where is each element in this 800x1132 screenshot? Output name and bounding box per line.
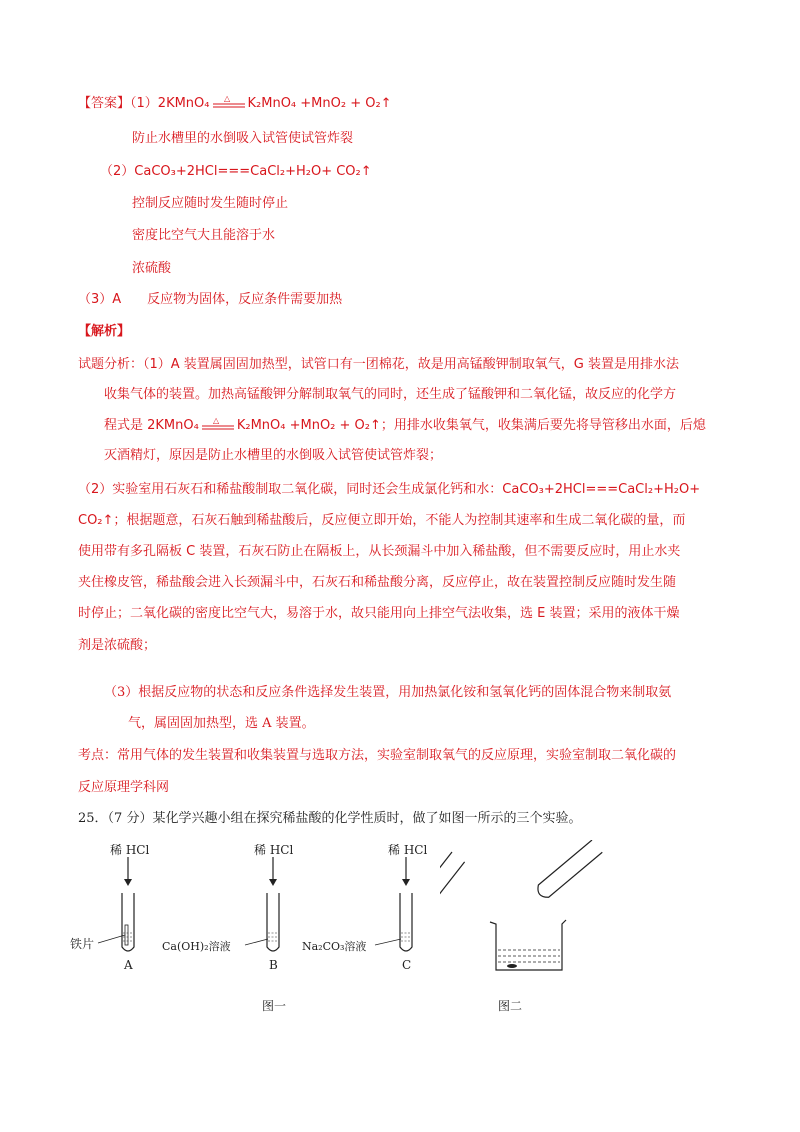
figure-2: [440, 840, 620, 1030]
analysis-line-3: [104, 416, 706, 436]
analysis-line-1: 试题分析：（1）A 装置属固固加热型，试管口有一团棉花，故是用高锰酸钾制取氧气，G 装置是用排水法: [78, 357, 680, 372]
answer-part2-line2: 控制反应随时发生随时停止: [132, 196, 289, 211]
caoh2-solution-label: Ca(OH)₂溶液: [162, 940, 231, 953]
analysis-line-6: CO₂↑；根据题意，石灰石触到稀盐酸后，反应便立即开始，不能人为控制其速率和生成二氧化碳的量，而: [78, 513, 686, 528]
analysis-eq-right: K₂MnO₄ +MnO₂ + O₂↑；用排水收集氧气，收集满后要先将导管移出水面，后熄: [236, 418, 706, 433]
figure-1-caption: 图一: [262, 999, 287, 1013]
heat-equals-symbol: [201, 417, 235, 431]
analysis-line-4: 灭酒精灯，原因是防止水槽里的水倒吸入试管使试管炸裂；: [104, 448, 443, 463]
analysis-line-13: 考点：常用气体的发生装置和收集装置与选取方法，实验室制取氧气的反应原理，实验室制取二氧化碳的: [78, 748, 677, 763]
answer-part2-line4: 浓硫酸: [132, 261, 172, 276]
analysis-line-11: （3）根据反应物的状态和反应条件选择发生装置，用加热氯化铵和氢氧化钙的固体混合物来制取氨: [104, 685, 672, 700]
na2co3-solution-label: Na₂CO₃溶液: [302, 940, 367, 953]
answer-eq1-right: K₂MnO₄ +MnO₂ + O₂↑: [247, 96, 392, 111]
analysis-line-7: 使用带有多孔隔板 C 装置，石灰石防止在隔板上，从长颈漏斗中加入稀盐酸，但不需要反应时，用止水夹: [78, 544, 681, 559]
answer-eq1-left: 2KMnO₄: [157, 96, 210, 111]
tube-a-reagent-label: 稀 HCl: [110, 843, 150, 857]
tube-b-letter: B: [269, 958, 278, 972]
analysis-label: 【解析】: [78, 324, 131, 339]
analysis-line-2: 收集气体的装置。加热高锰酸钾分解制取氧气的同时，还生成了锰酸钾和二氧化锰，故反应的化学方: [104, 387, 677, 402]
answer-part3: （3）A 反应物为固体，反应条件需要加热: [78, 292, 343, 307]
analysis-line-14: 反应原理学科网: [78, 780, 170, 795]
answer-label: 【答案】: [78, 96, 131, 111]
tube-c-reagent-label: 稀 HCl: [388, 843, 428, 857]
answer-part2-line3: 密度比空气大且能溶于水: [132, 228, 276, 243]
svg-text:△: △: [212, 417, 219, 425]
answer-line-1: [78, 94, 392, 114]
analysis-line-10: 剂是浓硫酸；: [78, 638, 157, 653]
tube-a-letter: A: [124, 958, 133, 972]
iron-piece-label: 铁片: [70, 937, 95, 951]
svg-text:△: △: [223, 95, 230, 103]
analysis-line-8: 夹住橡皮管，稀盐酸会进入长颈漏斗中，石灰石和稀盐酸分离，反应停止，故在装置控制反应随时发生随: [78, 575, 677, 590]
analysis-eq-left: 程式是 2KMnO₄: [104, 418, 199, 433]
answer-part1-reason: 防止水槽里的水倒吸入试管使试管炸裂: [132, 131, 354, 146]
tube-b-drawing: [245, 857, 279, 951]
figure-2-caption: 图二: [498, 999, 523, 1013]
analysis-line-12: 气，属固固加热型，选 A 装置。: [128, 716, 315, 731]
answer-part1-number: （1）: [130, 96, 158, 111]
tube-b-reagent-label: 稀 HCl: [254, 843, 294, 857]
figure-1: [70, 835, 450, 1025]
analysis-line-9: 时停止；二氧化碳的密度比空气大，易溶于水，故只能用向上排空气法收集，选 E 装置；采用的液体干燥: [78, 606, 680, 621]
tube-c-drawing: [375, 857, 412, 951]
tube-a-drawing: [98, 857, 134, 951]
heat-equals-symbol: [212, 95, 246, 109]
question-25-text: 25．（7 分）某化学兴趣小组在探究稀盐酸的化学性质时，做了如图一所示的三个实验。: [78, 811, 582, 826]
tube-c-letter: C: [402, 958, 412, 972]
figure-2-drawing: [440, 840, 620, 980]
answer-eq2: CaCO₃+2HCl===CaCl₂+H₂O+ CO₂↑: [134, 164, 372, 179]
analysis-line-5: （2）实验室用石灰石和稀盐酸制取二氧化碳，同时还会生成氯化钙和水：CaCO₃+2HCl===CaCl₂+H₂O+: [78, 482, 701, 497]
answer-part2-number: （2）: [100, 164, 135, 179]
answer-line-2: [100, 162, 372, 182]
